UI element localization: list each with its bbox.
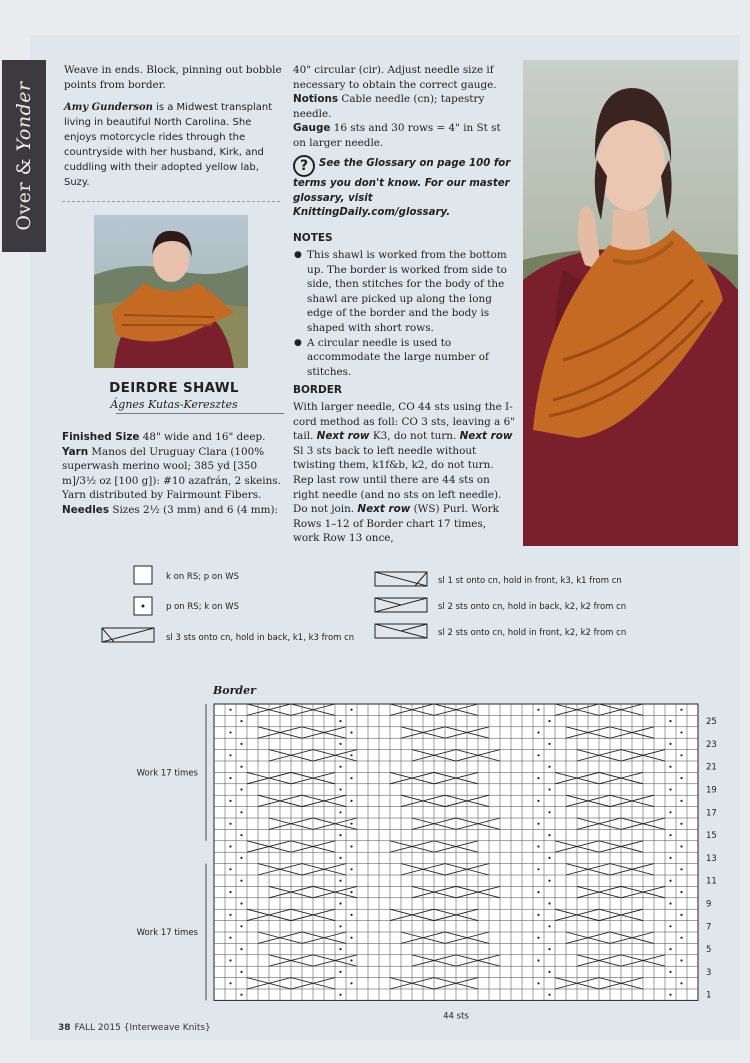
- chart-purl-dot: [229, 709, 231, 711]
- chart-title: Border: [213, 684, 256, 697]
- chart-row-label: 23: [706, 739, 717, 750]
- bio-text: is a Midwest transplant living in beautiful North Carolina. She enjoys motorcycle rides through the countryside with her husband, Kirk, and cuddling with their adopted yellow lab, Suzy.: [64, 102, 273, 189]
- chart-row-label: 17: [706, 808, 717, 819]
- spec-label: Finished Size: [62, 431, 140, 443]
- chart-purl-dot: [229, 937, 231, 939]
- spec-label: Needles: [62, 503, 110, 516]
- chart-purl-dot: [548, 766, 550, 768]
- chart-purl-dot: [548, 857, 550, 859]
- border-text-part: (WS) Purl. Work Rows 1–12 of Border chart 17 times, work Row 13 once,: [293, 503, 499, 545]
- legend-cable2f-label: sl 2 sts onto cn, hold in front, k2, k2 from cn: [438, 628, 627, 638]
- next-row-label: Next row: [316, 430, 370, 443]
- chart-purl-dot: [339, 902, 341, 904]
- chart-purl-dot: [669, 834, 671, 836]
- chart-purl-dot: [350, 777, 352, 779]
- notes-heading: NOTES: [293, 232, 333, 244]
- chart-purl-dot: [229, 754, 231, 756]
- intro-text: Weave in ends. Block, pinning out bobble points from border.: [64, 64, 282, 91]
- notes-item: ● A circular needle is used to accommodate the large number of stitches.: [293, 336, 515, 380]
- chart-purl-dot: [680, 891, 682, 893]
- chart-purl-dot: [537, 731, 539, 733]
- chart-purl-dot: [240, 834, 242, 836]
- chart-purl-dot: [229, 959, 231, 961]
- chart-purl-dot: [548, 811, 550, 813]
- chart-purl-dot: [240, 788, 242, 790]
- chart-purl-dot: [339, 880, 341, 882]
- chart-purl-dot: [548, 743, 550, 745]
- chart-purl-dot: [350, 914, 352, 916]
- page-number: 38: [58, 1023, 71, 1033]
- chart-purl-dot: [339, 857, 341, 859]
- chart-row-label: 5: [706, 945, 712, 956]
- repeat-label: Work 17 times: [136, 928, 198, 938]
- pattern-designer: Ágnes Kutas-Keresztes: [110, 398, 238, 411]
- chart-purl-dot: [240, 720, 242, 722]
- chart-purl-dot: [240, 880, 242, 882]
- chart-purl-dot: [680, 800, 682, 802]
- chart-purl-dot: [669, 971, 671, 973]
- next-row-label: Next row: [357, 503, 411, 516]
- legend-cable1-label: sl 1 st onto cn, hold in front, k3, k1 from cn: [438, 576, 622, 586]
- chart-purl-dot: [548, 834, 550, 836]
- notions-text: Cable needle (cn); tapestry needle.: [293, 93, 485, 120]
- chart-purl-dot: [669, 902, 671, 904]
- border-text-part: Sl 3 sts back to left needle without twisting them, k1f&b, k2, do not turn. Rep last row until there are 44 sts on right needle (and no sts on left needle). Do not join.: [293, 444, 502, 516]
- chart-purl-dot: [669, 857, 671, 859]
- chart-purl-dot: [680, 868, 682, 870]
- chart-purl-dot: [339, 971, 341, 973]
- chart-purl-dot: [669, 766, 671, 768]
- chart-purl-dot: [669, 994, 671, 996]
- spec-text: Manos del Uruguay Clara (100% superwash merino wool; 385 yd [350 m]/3½ oz [100 g]): #10 azafrán, 2 skeins. Yarn distributed by Fairmount Fibers.: [62, 445, 281, 502]
- chart-purl-dot: [680, 845, 682, 847]
- chart-purl-dot: [229, 845, 231, 847]
- bio-name: Amy Gunderson: [64, 102, 153, 114]
- chart-purl-dot: [548, 925, 550, 927]
- chart-row-label: 3: [706, 967, 712, 978]
- chart-purl-dot: [350, 823, 352, 825]
- chart-purl-dot: [680, 937, 682, 939]
- chart-column-label: 44 sts: [443, 1011, 469, 1022]
- needles-continued: 40" circular (cir). Adjust needle size if necessary to obtain the correct gauge.: [293, 64, 497, 91]
- border-text-part: K3, do not turn.: [369, 430, 460, 443]
- chart-purl-dot: [537, 709, 539, 711]
- chart-purl-dot: [548, 971, 550, 973]
- chart-purl-dot: [680, 959, 682, 961]
- legend-knit-label: k on RS; p on WS: [166, 572, 239, 582]
- chart-purl-dot: [339, 948, 341, 950]
- chart-purl-dot: [339, 994, 341, 996]
- spec-text: 48" wide and 16" deep.: [139, 431, 266, 443]
- chart-purl-dot: [350, 709, 352, 711]
- chart-purl-dot: [339, 766, 341, 768]
- chart-purl-dot: [339, 743, 341, 745]
- chart-purl-dot: [229, 777, 231, 779]
- repeat-label: Work 17 times: [136, 768, 198, 779]
- chart-purl-dot: [240, 902, 242, 904]
- chart-purl-dot: [339, 834, 341, 836]
- border-text-part: With larger needle, CO 44 sts using the I-cord method as foll: CO 3 sts, leaving a 6" tail.: [293, 401, 515, 443]
- chart-purl-dot: [537, 777, 539, 779]
- chart-purl-dot: [240, 971, 242, 973]
- chart-purl-dot: [240, 948, 242, 950]
- chart-purl-dot: [669, 880, 671, 882]
- chart-purl-dot: [669, 811, 671, 813]
- chart-purl-dot: [229, 800, 231, 802]
- page-footer: [58, 1023, 211, 1033]
- chart-purl-dot: [350, 868, 352, 870]
- chart-purl-dot: [680, 823, 682, 825]
- pattern-title: DEIRDRE SHAWL: [109, 380, 239, 396]
- chart-purl-dot: [229, 982, 231, 984]
- chart-purl-dot: [680, 731, 682, 733]
- glossary-text: See the Glossary on page 100 for terms you don't know. For our master glossary, visit KnittingDaily.com/glossary.: [293, 158, 511, 219]
- notes-item: ● This shawl is worked from the bottom up. The border is worked from side to side, then stitches for the body of the shawl are picked up along the long edge of the border and the body is shaped with short rows.: [293, 248, 515, 336]
- chart-purl-dot: [548, 948, 550, 950]
- chart-purl-dot: [350, 959, 352, 961]
- chart-purl-dot: [339, 788, 341, 790]
- chart-purl-dot: [669, 743, 671, 745]
- chart-purl-dot: [537, 937, 539, 939]
- chart-purl-dot: [669, 720, 671, 722]
- legend-cable2b-label: sl 2 sts onto cn, hold in back, k2, k2 from cn: [438, 602, 627, 612]
- chart-purl-dot: [669, 948, 671, 950]
- chart-purl-dot: [669, 925, 671, 927]
- chart-purl-dot: [350, 845, 352, 847]
- chart-purl-dot: [350, 800, 352, 802]
- section-tab-part2: Yonder: [13, 81, 35, 152]
- chart-purl-dot: [240, 857, 242, 859]
- chart-purl-dot: [537, 800, 539, 802]
- chart-purl-dot: [680, 914, 682, 916]
- chart-purl-dot: [350, 891, 352, 893]
- chart-purl-dot: [229, 891, 231, 893]
- chart-purl-dot: [537, 982, 539, 984]
- chart-row-label: 11: [706, 876, 717, 887]
- chart-purl-dot: [240, 925, 242, 927]
- chart-purl-dot: [240, 994, 242, 996]
- chart-purl-dot: [548, 720, 550, 722]
- chart-row-label: 19: [706, 785, 717, 796]
- chart-purl-dot: [548, 902, 550, 904]
- question-icon: ?: [293, 155, 315, 177]
- section-tab-part1: Over &: [13, 151, 35, 231]
- issue-label: FALL 2015: [74, 1023, 121, 1033]
- chart-row-label: 15: [706, 831, 717, 842]
- legend-cable3-label: sl 3 sts onto cn, hold in back, k1, k3 from cn: [166, 633, 355, 643]
- chart-purl-dot: [680, 709, 682, 711]
- chart-purl-dot: [680, 754, 682, 756]
- next-row-label: Next row: [459, 430, 513, 443]
- chart-row-label: 1: [706, 990, 712, 1001]
- gauge-text: 16 sts and 30 rows = 4" in St st on larger needle.: [293, 122, 501, 149]
- chart-purl-dot: [537, 868, 539, 870]
- chart-row-label: 13: [706, 853, 717, 864]
- chart-purl-dot: [240, 743, 242, 745]
- chart-purl-dot: [537, 959, 539, 961]
- chart-purl-dot: [350, 982, 352, 984]
- border-heading: BORDER: [293, 384, 342, 396]
- chart-purl-dot: [229, 914, 231, 916]
- chart-purl-dot: [350, 937, 352, 939]
- publication-name: {Interweave Knits}: [123, 1023, 211, 1033]
- chart-purl-dot: [229, 823, 231, 825]
- chart-purl-dot: [339, 720, 341, 722]
- chart-purl-dot: [229, 731, 231, 733]
- legend-purl-label: p on RS; k on WS: [166, 602, 239, 612]
- chart-purl-dot: [537, 891, 539, 893]
- chart-purl-dot: [350, 754, 352, 756]
- chart-purl-dot: [240, 811, 242, 813]
- spec-text: Sizes 2½ (3 mm) and 6 (4 mm):: [109, 503, 279, 516]
- gauge-label: Gauge: [293, 122, 331, 135]
- chart-row-label: 25: [706, 717, 717, 728]
- chart-purl-dot: [669, 788, 671, 790]
- chart-row-label: 9: [706, 899, 712, 910]
- chart-purl-dot: [339, 811, 341, 813]
- notions-label: Notions: [293, 93, 339, 106]
- chart-purl-dot: [537, 914, 539, 916]
- chart-purl-dot: [548, 880, 550, 882]
- chart-purl-dot: [680, 982, 682, 984]
- chart-purl-dot: [548, 994, 550, 996]
- chart-purl-dot: [680, 777, 682, 779]
- chart-purl-dot: [537, 823, 539, 825]
- chart-purl-dot: [537, 845, 539, 847]
- chart-purl-dot: [339, 925, 341, 927]
- chart-row-label: 7: [706, 922, 712, 933]
- chart-purl-dot: [240, 766, 242, 768]
- spec-label: Yarn: [62, 445, 89, 458]
- chart-purl-dot: [229, 868, 231, 870]
- chart-purl-dot: [548, 788, 550, 790]
- chart-row-label: 21: [706, 762, 717, 773]
- chart-purl-dot: [537, 754, 539, 756]
- chart-purl-dot: [350, 731, 352, 733]
